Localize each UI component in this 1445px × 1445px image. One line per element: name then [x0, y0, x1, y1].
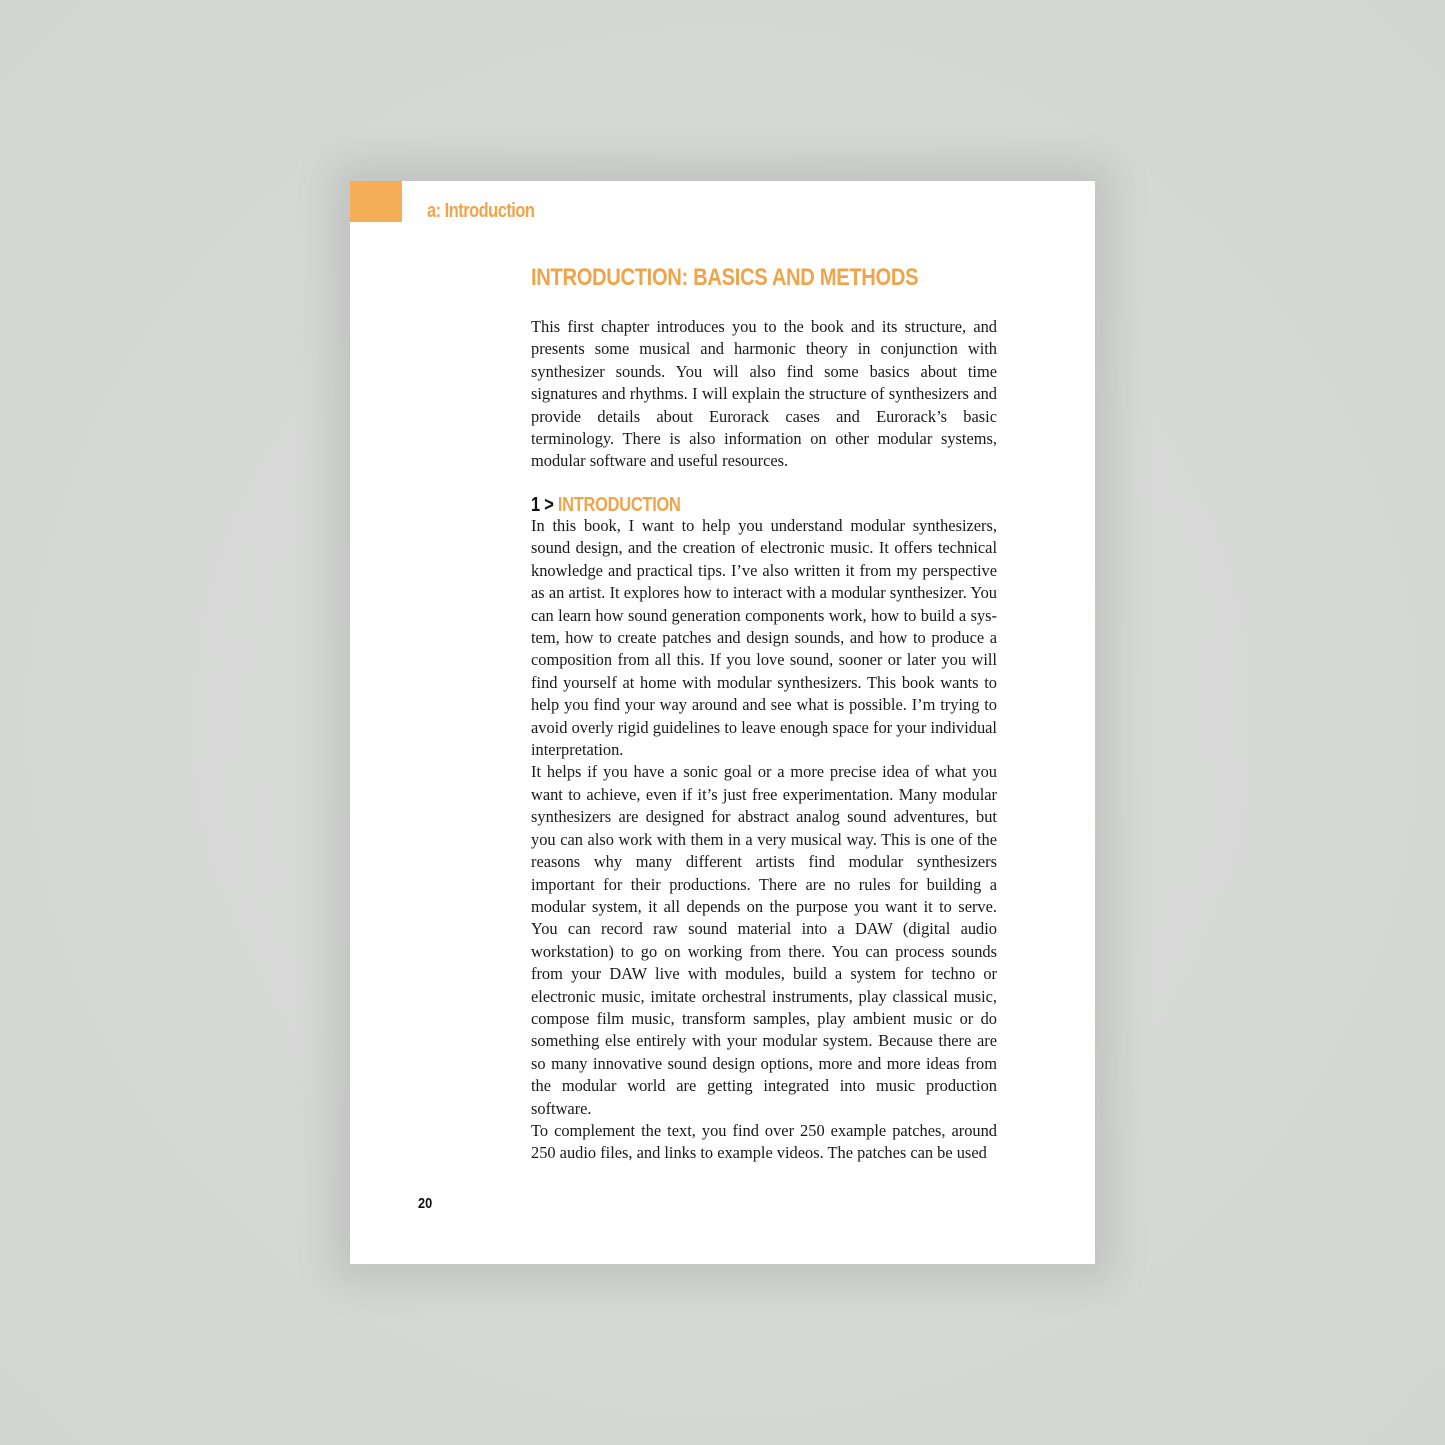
- intro-paragraph: This first chapter introduces you to the book and its structure, and presents some musical and harmonic theory in conjunction with synthesizer sounds. You will also find some basics about time signatures and rhythms. I will explain the structure of synthesizers and provide details about Eurorack cases and Eurorack’s basic terminology. There is also information on other modular systems, modular software and useful resources.: [531, 317, 997, 471]
- body-paragraph-2: It helps if you have a sonic goal or a more precise idea of what you want to achieve, even if it’s just free experimentation. Many modular synthesizers are designed for abstract analog sound adventures, but you can also work with them in a very musical way. This is one of the reasons why many different artists find modular synthesizers important for their productions. There are no rules for building a modular system, it all depends on the purpose you want it to serve. You can record raw sound material into a DAW (digital audio workstation) to go on working from there. You can process sounds from your DAW live with modules, build a system for techno or electronic music, imitate orchestral instruments, play classical music, compose film music, transform samples, play ambient music or do something else entirely with your modular system. Because there are so many innovative sound design options, more and more ideas from the modular world are getting integrated into music production software.: [531, 762, 997, 1118]
- section-arrow: >: [544, 494, 554, 516]
- section-heading: [531, 492, 913, 518]
- section-block: [531, 492, 997, 1165]
- running-head: a: Introduction: [427, 200, 535, 222]
- chapter-title: INTRODUCTION: BASICS AND METHODS: [531, 264, 919, 291]
- intro-block: [531, 316, 997, 473]
- chapter-tab-marker: [350, 181, 402, 222]
- body-paragraph-1: In this book, I want to help you understand modular synthesizers, sound design, and the creation of electronic music. It offers technical knowledge and practical tips. I’ve also written it from my perspective as an artist. It explores how to interact with a modular synthesizer. You can learn how sound generation components work, how to build a system, how to create patches and design sounds, and how to produce a composition from all this. If you love sound, sooner or later you will find yourself at home with modular synthesizers. This book wants to help you find your way around and see what is possible. I’m trying to avoid overly rigid guidelines to leave enough space for your individual interpretation.: [531, 516, 997, 760]
- section-title: INTRODUCTION: [557, 494, 681, 516]
- section-number: 1: [531, 494, 540, 516]
- body-paragraph-3: To complement the text, you find over 250 example patches, around 250 audio files, and links to example videos. The patches can be used: [531, 1120, 997, 1163]
- book-page: [350, 181, 1095, 1264]
- page-number: 20: [418, 1195, 433, 1212]
